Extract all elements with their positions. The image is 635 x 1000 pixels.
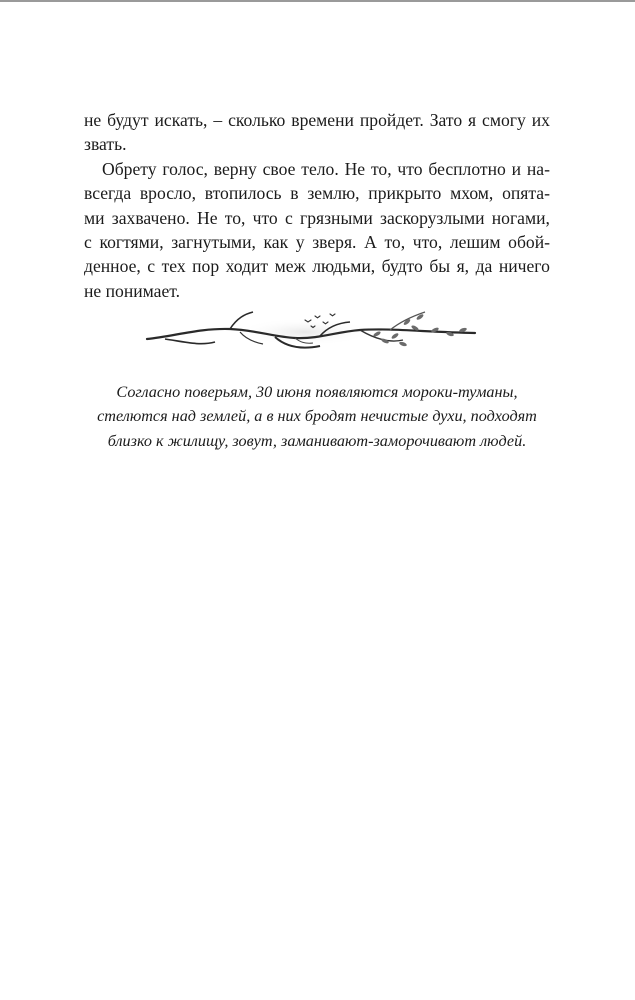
text-line: ми захвачено. Не то, что с грязными заскорузлыми ногами, (84, 207, 550, 228)
epigraph-line: близко к жилищу, зовут, заманивают-заморочивают людей. (107, 431, 527, 450)
text-line: не понимает. (84, 280, 181, 301)
page-top-border (0, 0, 635, 2)
body-text (84, 108, 550, 303)
text-line: с когтями, загнутыми, как у зверя. А то, что, лешим обой- (84, 231, 550, 252)
epigraph-line: Согласно поверьям, 30 июня появляются мороки-туманы, (116, 383, 518, 401)
text-line: денное, с тех пор ходит меж людьми, будто бы я, да ничего (84, 256, 550, 277)
epigraph (84, 380, 550, 453)
epigraph-line: стелются над землей, а в них бродят нечистые духи, подходят (97, 407, 537, 426)
text-line: всегда вросло, втопилось в землю, прикрыто мхом, опята- (84, 183, 550, 204)
paragraph-first-line: Обрету голос, верну свое тело. Не то, что бесплотно и на- (102, 158, 550, 179)
text-line: не будут искать, – сколько времени пройдет. Зато я смогу их (84, 110, 550, 130)
text-line: звать. (84, 134, 127, 155)
branch-with-birds-ornament-icon (145, 306, 480, 358)
